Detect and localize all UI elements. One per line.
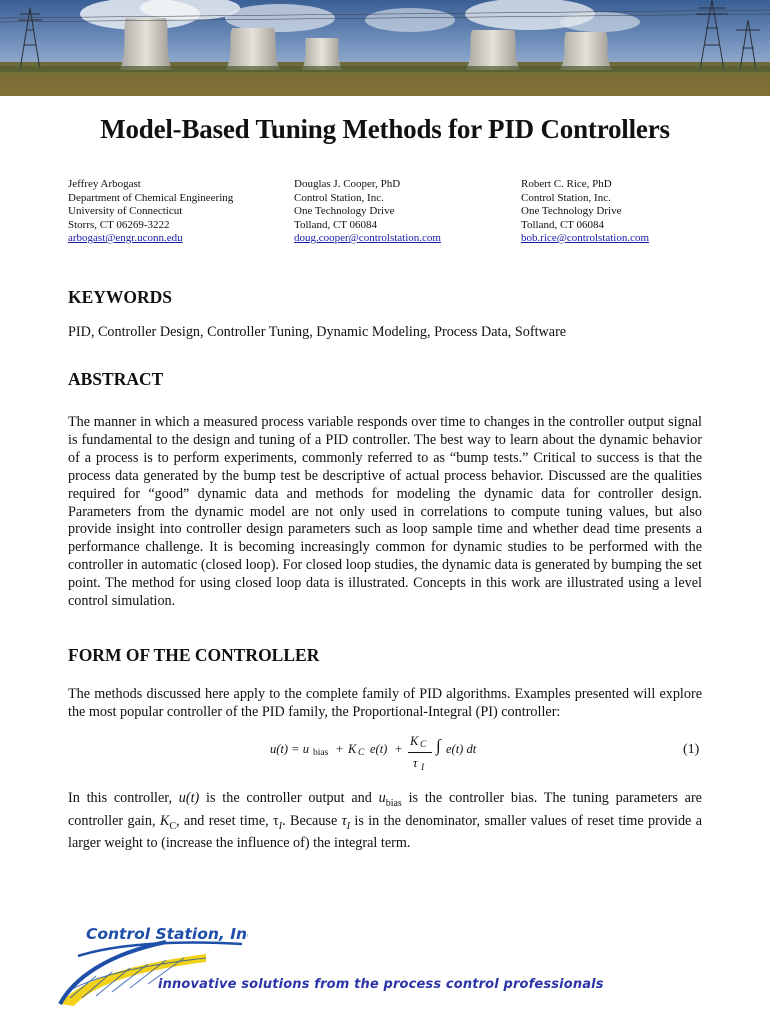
banner-photo <box>0 0 770 96</box>
logo-wordmark: Control Station, Inc. <box>86 925 248 943</box>
form-intro-text: The methods discussed here apply to the complete family of PID algorithms. Examples presented will explore the most popular controller of the PID family, the Proportional-Integral (PI) controller: <box>68 686 702 720</box>
keywords-heading: KEYWORDS <box>68 287 173 307</box>
eq-integral-sign: ∫ <box>436 736 441 755</box>
pi-equation <box>0 734 770 780</box>
eq-integrand: e(t) dt <box>446 742 477 756</box>
eq-error: e(t) <box>370 742 388 756</box>
author-block <box>521 178 649 246</box>
author-affiliation: Control Station, Inc. <box>294 191 384 204</box>
form-after-text: In this controller, u(t) is the controller output and $u_{bias}$ is the controller bias. The tuning parameters are controller gain, $K_C$, and reset time, $\tau_I$. Because $\tau_I$ is in the denominator, smaller values of reset time provide a larger weight to (increase the influence of) the integral term. <box>68 790 702 852</box>
abstract-text: The manner in which a measured process variable responds over time to changes in the controller output signal is fundamental to the design and tuning of a PID controller. The best way to learn about the dynamic behavior of a process is to perform experiments, commonly referred to as “bump tests.” Critical to success is that the process data generated by the bump test be descriptive of actual process behavior. Discussed are the qualities required for “good” dynamic data and methods for modeling the dynamic data for controller design. Parameters from the dynamic model are not only used in correlations to compute tuning values, but also provide insight into controller design parameters such as loop sample time and whether dead time presents a performance challenge. It is becoming increasingly common for dynamic studies to be performed with the controller in automatic (closed loop). For closed loop studies, the dynamic data is generated by bumping the set point. The method for using closed loop data is illustrated. Concepts in this work are illustrated using a level control simulation. <box>68 414 702 610</box>
author-address: One Technology Drive <box>294 205 395 217</box>
abstract-heading: ABSTRACT <box>68 369 164 389</box>
form-heading: FORM OF THE CONTROLLER <box>68 645 320 665</box>
author-affiliation: Department of Chemical Engineering <box>68 191 234 204</box>
eq-plus: + <box>336 742 344 756</box>
control-station-logo <box>56 914 248 1008</box>
author-name: Jeffrey Arbogast <box>68 178 141 190</box>
author-city: Storrs, CT 06269-3222 <box>68 218 170 231</box>
eq-frac-num: K <box>410 734 419 748</box>
author-email-link[interactable]: doug.cooper@controlstation.com <box>294 232 441 244</box>
keywords-text: PID, Controller Design, Controller Tuning, Dynamic Modeling, Process Data, Software <box>68 324 567 340</box>
footer-tagline: innovative solutions from the process control professionals <box>158 977 604 992</box>
author-address: One Technology Drive <box>521 205 622 217</box>
author-affiliation: Control Station, Inc. <box>521 191 611 204</box>
eq-frac-den-sub: I <box>421 763 425 773</box>
eq-fraction-bar <box>408 752 432 753</box>
author-city: Tolland, CT 06084 <box>521 218 605 231</box>
eq-lhs: u(t) = u <box>270 742 309 756</box>
page-title: Model-Based Tuning Methods for PID Controllers <box>100 114 670 144</box>
author-block <box>294 178 441 246</box>
author-email-link[interactable]: bob.rice@controlstation.com <box>521 232 650 244</box>
eq-frac-den: τ <box>413 756 418 770</box>
eq-kc-sub: C <box>358 748 365 758</box>
cooling-towers-photo <box>0 0 770 96</box>
eq-kc: K <box>348 742 357 756</box>
equation-number: (1) <box>683 742 700 757</box>
eq-frac-num-sub: C <box>420 740 427 750</box>
author-name: Robert C. Rice, PhD <box>521 178 612 190</box>
eq-bias-sub: bias <box>313 748 329 758</box>
author-city: Tolland, CT 06084 <box>294 218 378 231</box>
eq-plus: + <box>395 742 403 756</box>
control-station-logo-icon <box>56 914 248 1008</box>
author-block <box>68 178 233 246</box>
author-name: Douglas J. Cooper, PhD <box>294 178 401 190</box>
author-email-link[interactable]: arbogast@engr.uconn.edu <box>68 232 183 244</box>
author-address: University of Connecticut <box>68 205 183 217</box>
